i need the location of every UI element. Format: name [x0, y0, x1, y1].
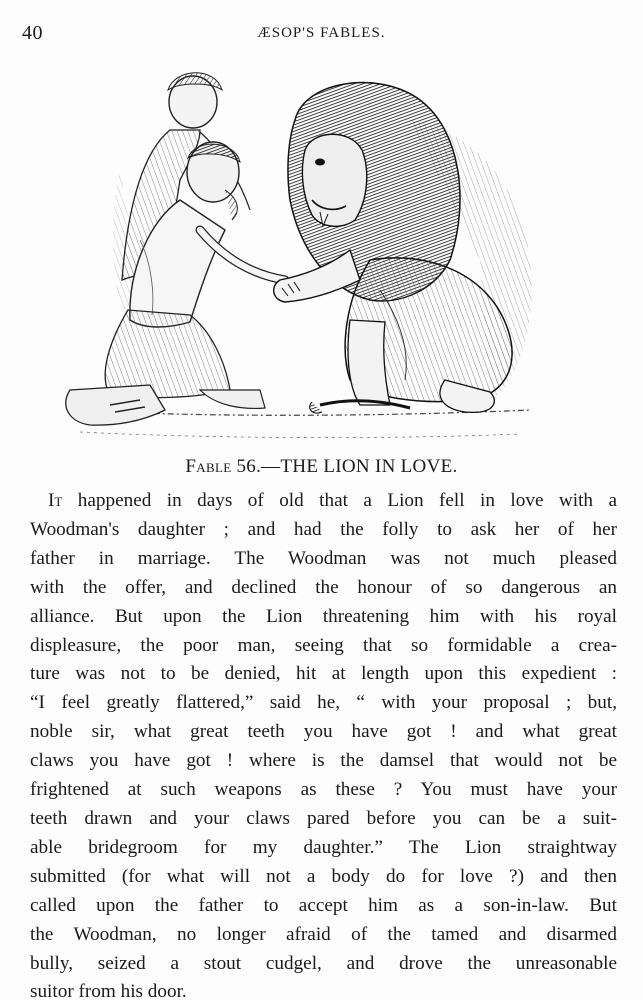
body-line: with the offer, and declined the honour of so dangerous an — [30, 576, 617, 598]
body-line: father in marriage. The Woodman was not much pleased — [30, 547, 617, 569]
body-line: alliance. But upon the Lion threatening him with his royal — [30, 605, 617, 627]
body-line: teeth drawn and your claws pared before you can be a suit- — [30, 807, 617, 829]
running-title: ÆSOP'S FABLES. — [257, 25, 386, 41]
body-line: noble sir, what great teeth you have got ! and what great — [30, 721, 617, 743]
body-line: ture was not to be denied, hit at length upon this expedient : — [30, 663, 617, 685]
fable-title — [0, 456, 643, 478]
body-line: the Woodman, no longer afraid of the tamed and disarmed — [30, 923, 617, 945]
page-header — [22, 22, 621, 50]
body-line: claws you have got ! where is the damsel that would not be — [30, 750, 617, 772]
page-number: 40 — [22, 22, 43, 44]
body-line: displeasure, the poor man, seeing that so formidable a crea- — [30, 634, 617, 656]
body-line: submitted (for what will not a body do for love ?) and then — [30, 865, 617, 887]
body-line: suitor from his door. — [30, 981, 187, 1003]
body-line: able bridegroom for my daughter.” The Lion straightway — [30, 836, 617, 858]
body-line: frightened at such weapons as these ? You must have your — [30, 779, 617, 801]
body-line: bully, seized a stout cudgel, and drove the unreasonable — [30, 952, 617, 974]
drop-word: It — [48, 490, 63, 511]
body-line: Woodman's daughter ; and had the folly to ask her of her — [30, 518, 617, 540]
fable-illustration — [50, 60, 550, 445]
fable-body — [30, 487, 617, 1007]
engraving-lion-woodman-daughter-icon — [50, 60, 550, 445]
body-line: “I feel greatly flattered,” said he, “ with your proposal ; but, — [30, 692, 617, 714]
body-line: called upon the father to accept him as a son-in-law. But — [30, 894, 617, 916]
fable-label: Fable — [185, 456, 232, 477]
fable-number-title: 56.—THE LION IN LOVE. — [231, 456, 458, 477]
body-line: It happened in days of old that a Lion fell in love with a — [48, 490, 617, 511]
